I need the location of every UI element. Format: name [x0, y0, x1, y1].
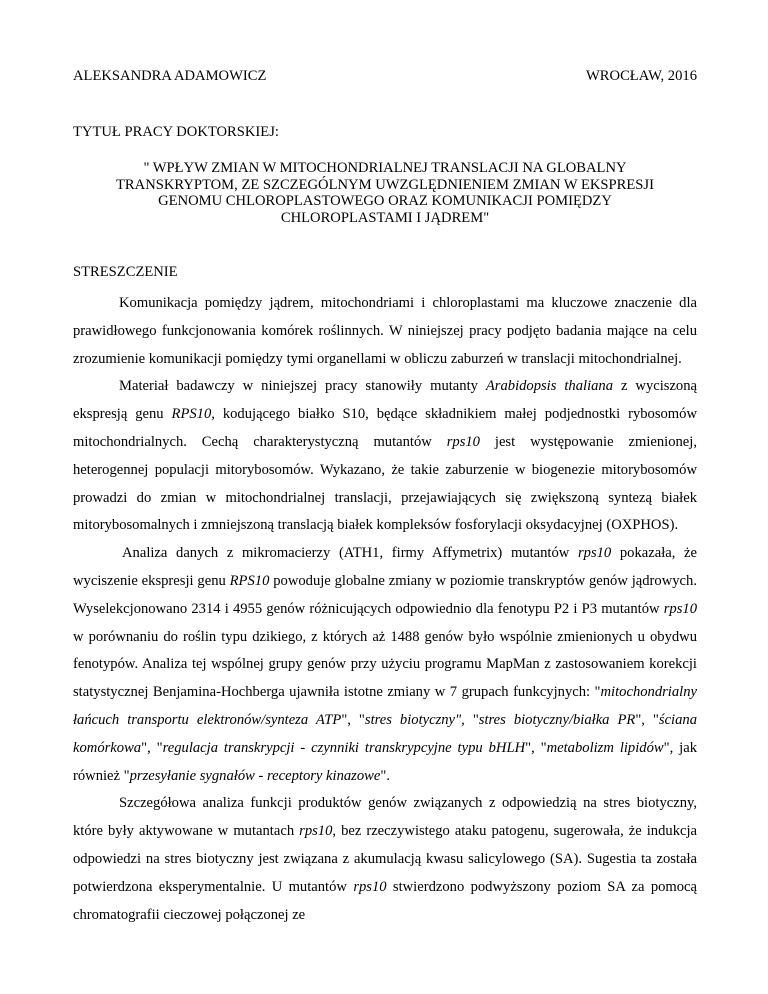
author-name: ALEKSANDRA ADAMOWICZ	[73, 68, 267, 84]
thesis-title-line: " WPŁYW ZMIAN W MITOCHONDRIALNEJ TRANSLACJI NA GLOBALNY	[143, 160, 627, 176]
thesis-title-line: CHLOROPLASTAMI I JĄDREM"	[280, 209, 490, 226]
thesis-title-line: GENOMU CHLOROPLASTOWEGO ORAZ KOMUNIKACJI POMIĘDZY	[158, 193, 612, 209]
abstract-paragraph-3: Analiza danych z mikromacierzy (ATH1, firmy Affymetrix) mutantów rps10 pokazała, że wyciszenie ekspresji genu RPS10 powoduje globalne zmiany w poziomie transkryptów genów jądrowych. Wyselekcjonowano 2314 i 4955 genów różnicujących odpowiednio dla fenotypu P2 i P3 mutantów rps10 w porównaniu do roślin typu dzikiego, z których aż 1488 genów było wspólnie zmienionych u obydwu fenotypów. Analiza tej wspólnej grupy genów przy użyciu programu MapMan z zastosowaniem korekcji statystycznej Benjamina-Hochberga ujawniła istotne zmiany w 7 grupach funkcyjnych: "mitochondrialny łańcuch transportu elektronów/synteza ATP", "stres biotyczny", "stres biotyczny/białka PR", "ściana komórkowa", "regulacja transkrypcji - czynniki transkrypcyjne typu bHLH", "metabolizm lipidów", jak również "przesyłanie sygnałów - receptory kinazowe".	[73, 545, 697, 784]
abstract-heading: STRESZCZENIE	[73, 264, 178, 280]
abstract-body	[73, 290, 697, 929]
thesis-title-line: TRANSKRYPTOM, ZE SZCZEGÓLNYM UWZGLĘDNIENIEM ZMIAN W EKSPRESJI	[116, 176, 654, 193]
thesis-title-label: TYTUŁ PRACY DOKTORSKIEJ:	[73, 124, 279, 140]
abstract-paragraph-1: Komunikacja pomiędzy jądrem, mitochondriami i chloroplastami ma kluczowe znaczenie dla prawidłowego funkcjonowania komórek roślinnych. W niniejszej pracy podjęto badania mające na celu zrozumienie komunikacji pomiędzy tymi organellami w obliczu zaburzeń w translacji mitochondrialnej.	[73, 295, 697, 367]
abstract-paragraph-2: Materiał badawczy w niniejszej pracy stanowiły mutanty Arabidopsis thaliana z wyciszoną ekspresją genu RPS10, kodującego białko S10, będące składnikiem małej podjednostki rybosomów mitochondrialnych. Cechą charakterystyczną mutantów rps10 jest występowanie zmienionej, heterogennej populacji mitorybosomów. Wykazano, że takie zaburzenie w biogenezie mitorybosomów prowadzi do zmian w mitochondrialnej translacji, przejawiających się zwiększoną syntezą białek mitorybosomalnych i zmniejszoną translacją białek kompleksów fosforylacji oksydacyjnej (OXPHOS).	[73, 378, 698, 534]
abstract-paragraph-4: Szczegółowa analiza funkcji produktów genów związanych z odpowiedzią na stres biotyczny, które były aktywowane w mutantach rps10, bez rzeczywistego ataku patogenu, sugerowała, że indukcja odpowiedzi na stres biotyczny jest związana z akumulacją kwasu salicylowego (SA). Sugestia ta została potwierdzona eksperymentalnie. U mutantów rps10 stwierdzono podwyższony poziom SA za pomocą chromatografii cieczowej połączonej ze	[73, 795, 698, 923]
header-row	[73, 68, 697, 88]
thesis-title	[73, 160, 697, 226]
place-year: WROCŁAW, 2016	[586, 68, 697, 84]
